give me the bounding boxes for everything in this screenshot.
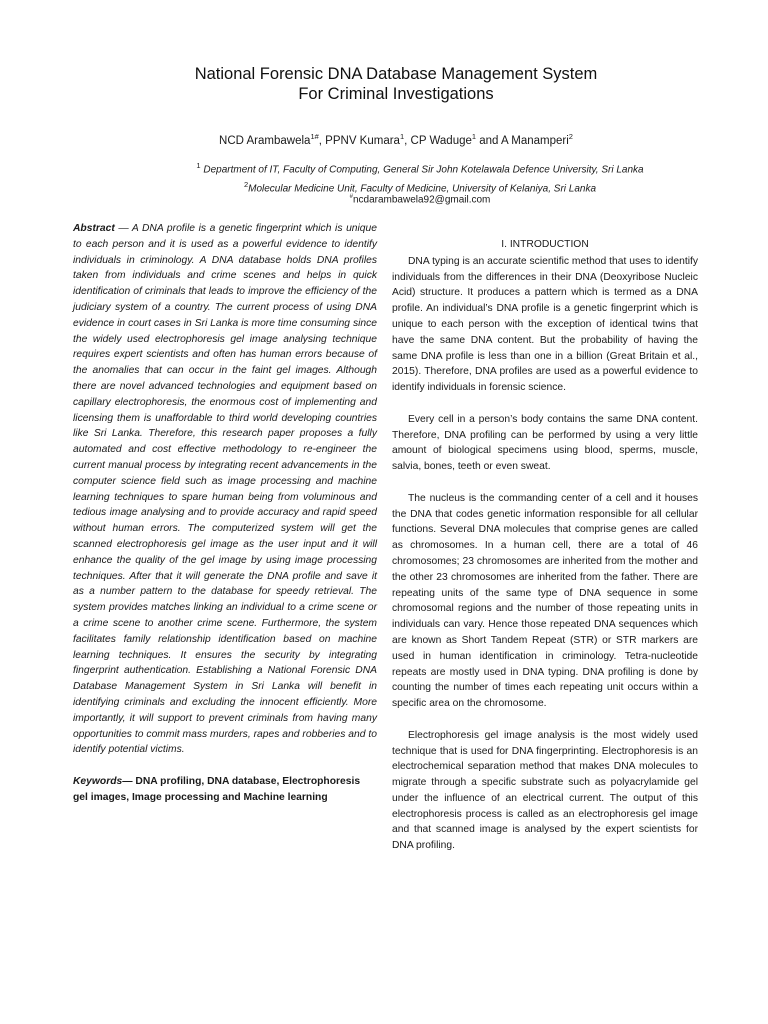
author-list xyxy=(100,129,692,149)
author-affiliation-marker: 1 xyxy=(399,132,405,141)
author-separator: , xyxy=(318,134,326,147)
affiliation-1 xyxy=(150,158,690,177)
email-marker: # xyxy=(349,194,353,200)
abstract-label: Abstract xyxy=(73,223,115,234)
intro-paragraph-3: The nucleus is the commanding center of a cell and it houses the DNA that codes genetic information responsible for all cellular functions. Several DNA molecules that comprise genes are called as chromosomes. In a human cell, there are a total of 46 chromosomes; 23 chromosomes are inherited from the mother and the other 23 chromosomes are inherited from the father. There are repeating units of the same type of DNA sequence in some chromosomal regions and the number of those repeating units in individuals can vary. Hence those repeated DNA sequences which are known as Short Tandem Repeat (STR) or STR markers are used in human identification in criminology. Tetra-nucleotide repeats are mostly used in DNA typing. DNA profiling is done by counting the number of times each repeating unit occurs within a specific area on the chromosome. xyxy=(392,492,698,710)
author-affiliation-marker: 1 xyxy=(471,132,477,141)
title-line-2: For Criminal Investigations xyxy=(298,85,494,103)
email-address[interactable]: ncdarambawela92@gmail.com xyxy=(352,194,491,206)
author-affiliation-marker: 2 xyxy=(568,132,573,141)
section-heading-introduction: I. INTRODUCTION xyxy=(501,239,589,250)
keywords-dash: — xyxy=(122,775,136,787)
keywords-label: Keywords xyxy=(73,775,123,787)
affiliation-marker: 2 xyxy=(243,180,249,190)
title-line-1: National Forensic DNA Database Management System xyxy=(194,65,598,83)
keywords xyxy=(73,774,377,806)
author-separator: and xyxy=(476,134,502,147)
abstract xyxy=(73,221,377,758)
abstract-dash: — xyxy=(114,223,132,234)
corresponding-email xyxy=(150,190,690,207)
right-column xyxy=(392,237,698,854)
affiliation-marker: 1 xyxy=(196,161,201,170)
author-affiliation-marker: 1# xyxy=(310,132,319,141)
left-column xyxy=(73,221,377,805)
abstract-text: A DNA profile is a genetic fingerprint which is unique to each person and it is used as a powerful evidence to identify individuals in criminology. A DNA database holds DNA profiles taken from individuals and crime scenes and helps in quick identification of criminals that leads to improve the efficiency of the judiciary system of a country. The current process of using DNA evidence in court cases in Sri Lanka is more time consuming since the widely used electrophoresis gel image analysing technique requires expert scientists and often has human errors because of the anomalies that can occur in the faint gel images. Although there are novel advanced technologies and equipment based on capillary electrophoresis, the enormous cost of implementing and licensing them is unaffordable to third world developing countries like Sri Lanka. Therefore, this research paper proposes a fully automated and cost effective methodology to re-engineer the current manual process by integrating recent advancements in the computer science field such as image processing and machine learning techniques to spare human being from voluminous and tedious image analysing and to provide accuracy and rapid speed without human errors. The computerized system will get the scanned electrophoresis gel image as the user input and it will enhance the quality of the gel image by using image processing techniques. After that it will generate the DNA profile and save it as a number pattern to the database for speedy retrieval. The system provides matches linking an individual to a crime scene or a crime scene to another crime scene. Furthermore, the system facilitates family relationship identification based on machine learning techniques. It ensures the security by integrating fingerprint authentication. Establishing a National Forensic DNA Database Management System in Sri Lanka will benefit in identifying criminals and excluding the innocent efficiently. More importantly, it will support to prevent criminals from having many opportunities to commit mass murders, rapes and robberies and to identify potential victims. xyxy=(73,223,377,756)
author-name: CP Waduge xyxy=(410,134,472,147)
intro-paragraph-4: Electrophoresis gel image analysis is the most widely used technique that is used for DNA fingerprinting. Electrophoresis is an electrochemical separation method that makes DNA molecules to migrate through a specific substrate such as polyacrylamide gel under the influence of an electrical current. The output of this electrophoresis process is called as an electrophoresis gel image and that scanned image is analysed by the expert scientists for DNA profiling. xyxy=(392,729,698,852)
intro-paragraph-2: Every cell in a person’s body contains the same DNA content. Therefore, DNA profiling can be performed by using a very little amount of biological specimens using blood, sperms, muscle, salvia, bones, teeth or even sweat. xyxy=(392,413,698,473)
author-name: PPNV Kumara xyxy=(325,134,400,147)
author-name: A Manamperi xyxy=(501,134,569,147)
paper-title xyxy=(100,64,692,104)
author-separator: , xyxy=(404,134,411,147)
keywords-text: DNA profiling, DNA database, Electrophoresis gel images, Image processing and Machine learning xyxy=(73,775,361,803)
affiliation-text: Department of IT, Faculty of Computing, General Sir John Kotelawala Defence University, Sri Lanka xyxy=(200,164,644,176)
intro-paragraph-1: DNA typing is an accurate scientific method that uses to identify individuals from the differences in their DNA (Deoxyribose Nucleic Acid) structure. It produces a pattern which is termed as a DNA profile. An individual’s DNA profile is a genetic fingerprint which is unique to each person with the exception of identical twins that have the same DNA content. But the probability of having the same DNA profile is less than one in a billion (Great Britain et al., 2015). Therefore, DNA profiles are used as a powerful evidence to identify individuals in forensic science. xyxy=(392,255,698,394)
author-name: NCD Arambawela xyxy=(219,134,311,147)
affiliation-text: Molecular Medicine Unit, Faculty of Medicine, University of Kelaniya, Sri Lanka xyxy=(248,183,597,195)
